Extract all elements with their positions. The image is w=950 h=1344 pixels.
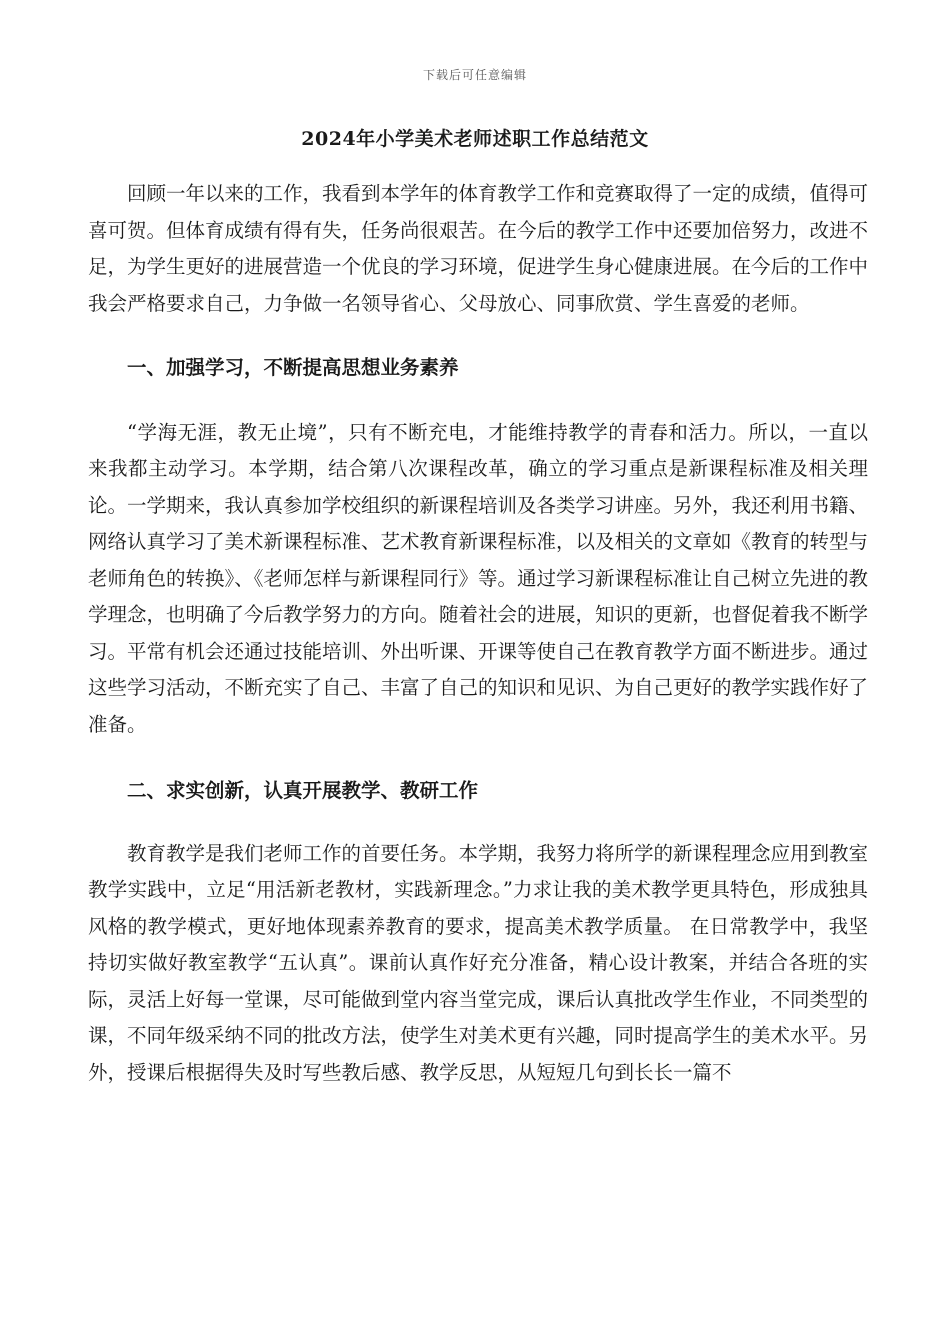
section-1-paragraph: “学海无涯，教无止境”，只有不断充电，才能维持教学的青春和活力。所以，一直以来我都主动学习。本学期，结合第八次课程改革，确立的学习重点是新课程标准及相关理论。一学期来，我认真参加学校组织的新课程培训及各类学习讲座。另外，我还利用书籍、网络认真学习了美术新课程标准、艺术教育新课程标准，以及相关的文章如《教育的转型与老师角色的转换》、《老师怎样与新课程同行》等。通过学习新课程标准让自己树立先进的教学理念，也明确了今后教学努力的方向。随着社会的进展，知识的更新，也督促着我不断学习。平常有机会还通过技能培训、外出听课、开课等使自己在教育教学方面不断进步。通过这些学习活动，不断充实了自己、丰富了自己的知识和见识、为自己更好的教学实践作好了准备。 — [88, 420, 869, 736]
section-2-paragraph: 教育教学是我们老师工作的首要任务。本学期，我努力将所学的新课程理念应用到教室教学实践中，立足“用活新老教材，实践新理念。”力求让我的美术教学更具特色，形成独具风格的教学模式，更好地体现素养教育的要求，提高美术教学质量。 在日常教学中，我坚持切实做好教室教学“五认真”。课前认真作好充分准备，精心设计教案，并结合各班的实际，灵活上好每一堂课，尽可能做到堂内容当堂完成，课后认真批改学生作业，不同类型的课，不同年级采纳不同的批改方法，使学生对美术更有兴趣，同时提高学生的美术水平。另外，授课后根据得失及时写些教后感、教学反思，从短短几句到长长一篇不 — [88, 841, 869, 1084]
section-2-heading: 二、求实创新，认真开展教学、教研工作 — [127, 779, 479, 802]
document-title: 2024年小学美术老师述职工作总结范文 — [301, 128, 649, 150]
section-1-heading: 一、加强学习，不断提高思想业务素养 — [127, 356, 459, 379]
document-body — [88, 176, 868, 1091]
header-note: 下载后可任意编辑 — [422, 68, 527, 82]
intro-paragraph: 回顾一年以来的工作，我看到本学年的体育教学工作和竞赛取得了一定的成绩，值得可喜可贺。但体育成绩有得有失，任务尚很艰苦。在今后的教学工作中还要加倍努力，改进不足，为学生更好的进展营造一个优良的学习环境，促进学生身心健康进展。在今后的工作中我会严格要求自己，力争做一名领导省心、父母放心、同事欣赏、学生喜爱的老师。 — [88, 182, 869, 315]
